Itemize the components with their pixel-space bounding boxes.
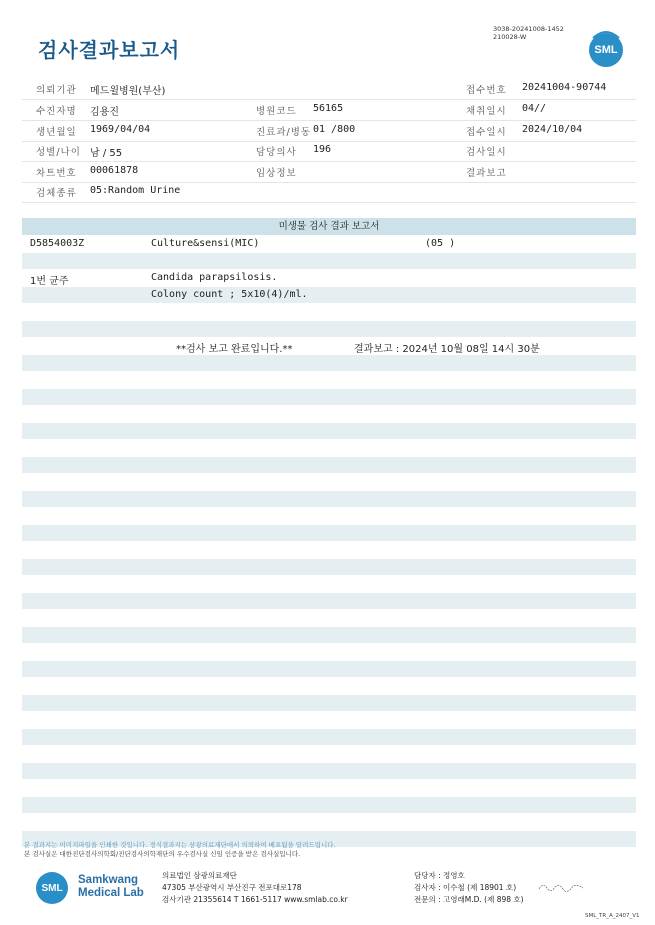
info-value: 20241004-90744 <box>522 82 607 93</box>
signature-icon <box>537 880 585 894</box>
report-time: 결과보고 : 2024년 10월 08일 14시 30분 <box>354 344 540 355</box>
info-value: 1969/04/04 <box>90 124 151 135</box>
info-value: 2024/10/04 <box>522 124 583 135</box>
info-row <box>22 162 636 183</box>
info-label: 접수일시 <box>466 127 507 138</box>
info-label: 임상정보 <box>256 168 297 179</box>
info-value: 05:Random Urine <box>90 185 181 196</box>
footer-specialist: 전문의 : 고영래M.D. (제 898 호) <box>414 895 524 904</box>
report-stripe <box>22 423 636 439</box>
sml-logo <box>589 33 623 67</box>
footer-org-name: 의료법인 삼광의료재단 <box>162 871 237 880</box>
report-stripe <box>22 491 636 507</box>
info-label: 검체종류 <box>36 188 77 199</box>
info-row <box>22 121 636 142</box>
info-label: 검사일시 <box>466 147 507 158</box>
info-label: 결과보고 <box>466 168 507 179</box>
report-stripe <box>22 797 636 813</box>
report-stripe <box>22 389 636 405</box>
info-value: 196 <box>313 144 332 155</box>
logo-text: SML <box>594 44 618 56</box>
report-stripe <box>22 525 636 541</box>
info-label: 차트번호 <box>36 168 77 179</box>
report-stripe <box>22 253 636 269</box>
report-stripe <box>22 457 636 473</box>
report-stripe <box>22 627 636 643</box>
info-row <box>22 100 636 121</box>
info-label: 채취일시 <box>466 106 507 117</box>
info-row <box>22 141 636 162</box>
test-code: D5854003Z <box>30 238 85 249</box>
report-stripe <box>22 729 636 745</box>
footnote-accreditation: 본 검사실은 대한진단검사의학회/진단검사의학재단의 우수검사실 신임 인증을 받은 검사실입니다. <box>24 850 301 858</box>
report-heading: 미생물 검사 결과 보고서 <box>22 218 636 235</box>
footer-contact: 검사기관 21355614 T 1661-5117 www.smlab.co.kr <box>162 895 348 904</box>
completion-note: **검사 보고 완료입니다.** <box>176 344 293 355</box>
page-title: 검사결과보고서 <box>38 38 181 62</box>
report-stripe <box>22 661 636 677</box>
info-label: 성별/나이 <box>36 147 81 158</box>
organism-name: Candida parapsilosis. <box>151 272 278 283</box>
footer-brand-line1: Samkwang <box>78 874 139 886</box>
info-label: 생년월일 <box>36 127 77 138</box>
test-name: Culture&sensi(MIC) <box>151 238 260 249</box>
info-label: 수진자명 <box>36 106 77 117</box>
info-row <box>22 182 636 203</box>
logo-arc-icon <box>589 29 623 39</box>
info-value: 00061878 <box>90 165 139 176</box>
footnote-image-notice: 본 결과지는 이미지파일을 인쇄한 것입니다. 정식결과지는 삼광의료재단에서 의뢰하여 배포됨을 알려드립니다. <box>24 841 336 849</box>
specimen-number: (05 ) <box>425 238 456 249</box>
report-stripe <box>22 593 636 609</box>
info-row <box>22 79 636 100</box>
footer-address: 47305 부산광역시 부산진구 전포대로178 <box>162 883 302 892</box>
info-value: 남 / 55 <box>90 148 123 159</box>
footer-brand <box>78 874 144 900</box>
report-stripe <box>22 355 636 371</box>
footer-staff-in-charge: 담당자 : 정영호 <box>414 871 465 880</box>
footer-org-block <box>162 870 348 906</box>
document-code-line: 3038-20241008-1452 <box>493 25 564 33</box>
form-code: SML_TR_A_2407_V1 <box>585 913 640 919</box>
document-code-line: 210028-W <box>493 33 527 41</box>
report-stripe <box>22 695 636 711</box>
info-value: 04// <box>522 103 547 114</box>
footer-tester: 검사자 : 이수철 (제 18901 호) <box>414 883 517 892</box>
info-label: 담당의사 <box>256 147 297 158</box>
report-stripe <box>22 287 636 303</box>
footer-logo-text: SML <box>41 882 63 894</box>
isolate-label: 1번 균주 <box>30 276 69 287</box>
footer-staff-block <box>414 870 524 906</box>
info-value: 김용진 <box>90 107 119 118</box>
footer-sml-logo <box>36 872 68 904</box>
report-stripe <box>22 763 636 779</box>
info-value: 01 /800 <box>313 124 356 135</box>
info-label: 진료과/병동 <box>256 127 312 138</box>
report-stripe <box>22 559 636 575</box>
document-code <box>493 25 564 41</box>
colony-count: Colony count ; 5x10(4)/ml. <box>151 289 308 300</box>
report-stripe <box>22 321 636 337</box>
info-label: 병원코드 <box>256 106 297 117</box>
info-value: 메드윌병원(부산) <box>90 86 166 97</box>
info-label: 의뢰기관 <box>36 85 77 96</box>
info-value: 56165 <box>313 103 344 114</box>
footer-brand-line2: Medical Lab <box>78 887 144 899</box>
info-label: 접수번호 <box>466 85 507 96</box>
